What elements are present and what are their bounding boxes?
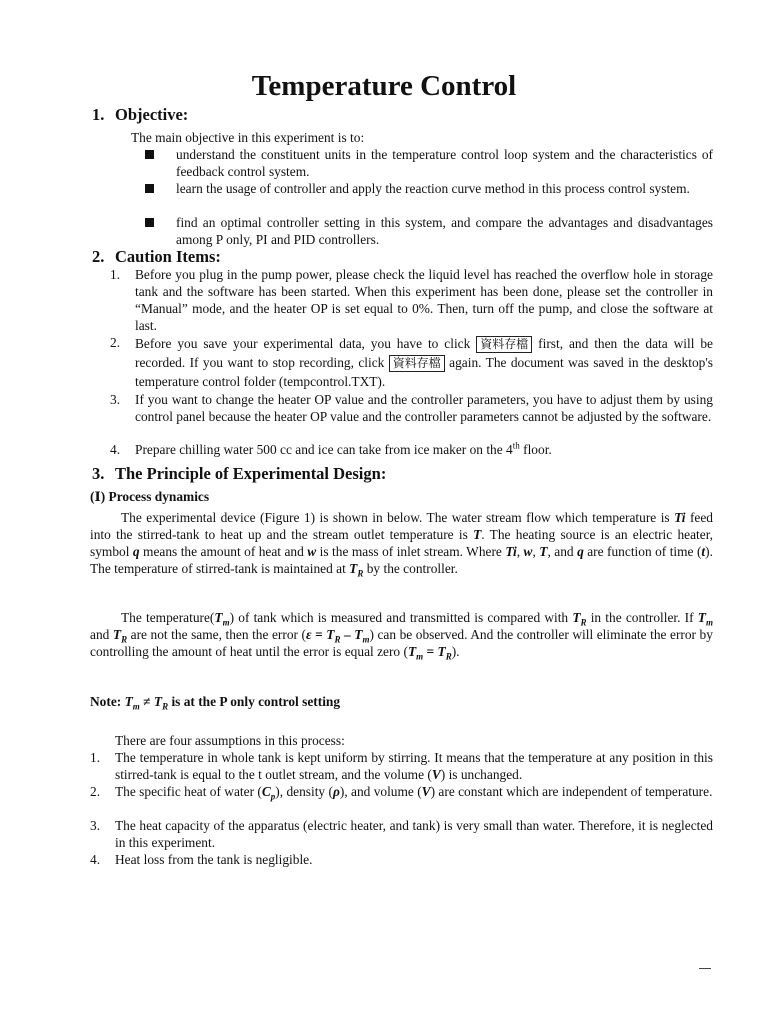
section-2-title: Caution Items: [115,247,221,266]
assumption-text: The heat capacity of the apparatus (electric heater, and tank) is very small than water. Therefore, it is neglected in this experiment. [115,818,713,850]
save-data-button-label: 資料存檔 [476,336,532,353]
assumption-text: The temperature in whole tank is kept uniform by stirring. It means that the temperature at any position in this stirred-tank is equal to the t outlet stream, and the volume (V) is unchanged. [115,750,713,782]
process-dynamics-heading: (Ⅰ) Process dynamics [90,489,210,504]
caution-item-text: Prepare chilling water 500 cc and ice can take from ice maker on the 4th floor. [135,440,552,457]
objective-bullet-text: learn the usage of controller and apply the reaction curve method in this process control system. [176,181,690,196]
square-bullet-icon [145,150,154,159]
section-1-title: Objective: [115,105,189,124]
caution-item-number: 2. [110,335,121,350]
caution-item-number: 4. [110,442,121,457]
objective-bullet-text: find an optimal controller setting in this system, and compare the advantages and disadvantages among P only, PI and PID controllers. [176,215,713,247]
caution-item-number: 3. [110,392,121,407]
page-title: Temperature Control [251,70,517,102]
assumption-text: Heat loss from the tank is negligible. [115,852,313,867]
note-line: Note: $T_m \ne T_R$ is at the P only control setting [90,694,341,712]
assumptions-intro: There are four assumptions in this process: [115,733,345,748]
objective-bullet-text: understand the constituent units in the temperature control loop system and the characteristics of feedback control system. [176,147,713,179]
process-dynamics-paragraph: The experimental device (Figure 1) is shown in below. The water stream flow which temperature is Ti feed into the stirred-tank to heat up and the stream outlet temperature is T. The heating source is an electric heater, symbol q means the amount of heat and w is the mass of inlet stream. Where Ti, w, T, and q are function of time (t). The temperature of stirred-tank is maintained at $T_R$ by the controller. [90,510,713,579]
page-corner-mark [699,968,711,969]
caution-item-text: Before you save your experimental data, you have to click 資料存檔 first, and then the data will be recorded. If you want to stop recording, click 資料存檔 again. The document was saved in the desktop's temperature control folder (tempcontrol.TXT). [135,336,713,389]
section-3-title: The Principle of Experimental Design: [115,464,387,483]
square-bullet-icon [145,218,154,227]
save-data-button-label: 資料存檔 [389,355,445,372]
section-3-number: 3. [92,464,105,483]
section-2-heading [92,247,221,267]
caution-item-text: Before you plug in the pump power, please check the liquid level has reached the overflow hole in storage tank and the software has been started. When this experiment has been done, please set the controller in “Manual” mode, and the heater OP is set equal to 0%. Then, turn off the pump, and close the software at last. [135,267,713,333]
document-page: Temperature Control 1. Objective: The main objective in this experiment is to: understand the constituent units in the temperature control loop system and the characteristics of feedback control system. learn the usage of controller and apply the reaction curve method in this process control system. find an optimal controller setting in this system, and compare the advantages and disadvantages among P only, PI and PID controllers. 2. Caution Items: 1. Before you plug in the pump power, please check the liquid level has reached the overflow hole in storage tank and the software has been started. When this experiment has been done, please set the controller in “Manual” mode, and the heater OP is set equal to 0%. Then, turn off the pump, and close the software at last. 2. Before you save your experimental data, you have to click 資料存檔 first, and then the data will be recorded. If you want to stop recording, click 資料存檔 again. The document was saved in the desktop's temperature control folder (tempcontrol.TXT). 3. If you want to change the heater OP value and the controller parameters, you have to adjust them by using control panel because the heater OP value and the controller parameters cannot be adjusted by the software. 4. Prepare chilling water 500 cc and ice can take from ice maker on the 4th floor. 3. The Principle of Experimental Design: (Ⅰ) Process dynamics The experimental device (Figure 1) is shown in below. The water stream flow which temperature is Ti feed into the stirred-tank to heat up and the stream outlet temperature is T. The heating source is an electric heater, symbol q means the amount of heat and w is the mass of inlet stream. Where Ti, w, T, and q are function of time (t). The temperature of stirred-tank is maintained at $T_R$ by the controller. The $temperature(T_m)$ of tank which is measured and transmitted is compared with $T_R$ in the controller. If $T_m$ and $T_R$ are not the same, then the error $(\varepsilon = T_R - T_m)$ can be observed. And the controller will eliminate the error by controlling the amount of heat until the error is equal zero $(T_m = T_R)$. Note: $T_m \ne T_R$ is at the P only control setting There are four assumptions in this process: 1. The temperature in whole tank is kept uniform by stirring. It means that the temperature at any position in this stirred-tank is equal to the t outlet stream, and the volume (V) is unchanged. 2. The specific heat of water $(C_p)$, density (ρ), and volume (V) are constant which are independent of temperature. 3. The heat capacity of the apparatus (electric heater, and tank) is very small than water. Therefore, it is neglected in this experiment. 4. Heat loss from the tank is negligible. [0,0,768,1024]
section-2-number: 2. [92,247,105,266]
section-3-heading [92,464,386,484]
error-paragraph: The $temperature(T_m)$ of tank which is measured and transmitted is compared with $T_R$ in the controller. If $T_m$ and $T_R$ are not the same, then the error $(\varepsilon = T_R - T_m)$ can be observed. And the controller will eliminate the error by controlling the amount of heat until the error is equal zero $(T_m = T_R)$. [90,610,713,662]
caution-item-number: 1. [110,267,121,282]
assumption-text: The specific heat of water $(C_p)$, density (ρ), and volume (V) are constant which are independent of temperature. [115,784,713,802]
section-1-heading [92,105,188,125]
objective-intro: The main objective in this experiment is to: [131,130,365,145]
caution-item-text: If you want to change the heater OP value and the controller parameters, you have to adjust them by using control panel because the heater OP value and the controller parameters cannot be adjusted by the software. [135,392,713,424]
square-bullet-icon [145,184,154,193]
section-1-number: 1. [92,105,105,124]
